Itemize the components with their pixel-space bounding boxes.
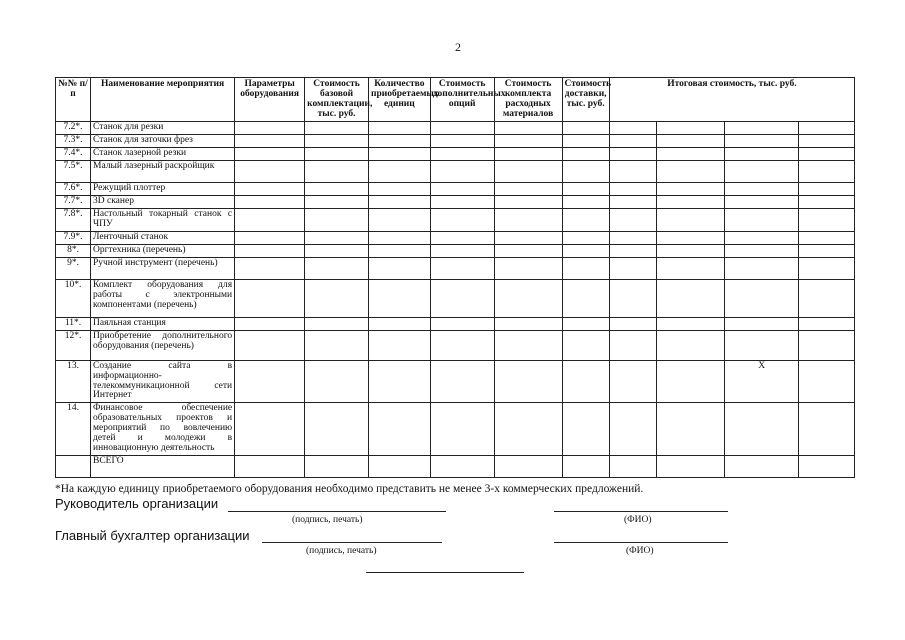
table-cell: [562, 279, 609, 317]
table-cell: [368, 403, 430, 456]
table-cell: [368, 182, 430, 195]
accountant-name-caption: (ФИО): [626, 546, 654, 556]
row-name: Ручной инструмент (перечень): [91, 257, 235, 279]
header-delivery-cost: Стоимость доставки, тыс. руб.: [562, 78, 609, 122]
table-cell: [235, 456, 305, 478]
table-cell: [657, 208, 725, 231]
row-name: Станок для резки: [91, 121, 235, 134]
table-cell: [494, 160, 562, 182]
table-cell: [725, 279, 799, 317]
table-cell: [725, 121, 799, 134]
table-cell: [430, 330, 494, 360]
table-cell: [562, 147, 609, 160]
table-cell: [799, 317, 855, 330]
table-cell: [305, 360, 369, 403]
accountant-signature-line: [262, 542, 442, 543]
table-cell: [494, 317, 562, 330]
table-cell: [657, 195, 725, 208]
table-cell: [657, 231, 725, 244]
table-cell: [235, 160, 305, 182]
table-cell: [235, 134, 305, 147]
table-cell: [799, 244, 855, 257]
table-cell: [494, 330, 562, 360]
table-cell: [430, 456, 494, 478]
table-cell: [368, 330, 430, 360]
table-cell: [235, 330, 305, 360]
row-name: Оргтехника (перечень): [91, 244, 235, 257]
table-cell: [305, 160, 369, 182]
row-number: 14.: [56, 403, 91, 456]
table-cell: [657, 134, 725, 147]
table-cell: [562, 456, 609, 478]
row-number: 13.: [56, 360, 91, 403]
table-cell: [657, 121, 725, 134]
bottom-line: [366, 572, 524, 573]
table-cell: [799, 456, 855, 478]
header-total-cost: Итоговая стоимость, тыс. руб.: [609, 78, 854, 122]
table-cell: [430, 317, 494, 330]
header-quantity: Количество приобретаемых единиц: [368, 78, 430, 122]
footnote: *На каждую единицу приобретаемого оборудования необходимо представить не менее 3-х коммерческих предложений.: [55, 483, 644, 495]
table-cell: [562, 195, 609, 208]
table-cell: [799, 231, 855, 244]
table-cell: [494, 147, 562, 160]
table-cell: [725, 134, 799, 147]
table-cell: [368, 208, 430, 231]
head-name-caption: (ФИО): [624, 515, 652, 525]
table-row: [56, 231, 855, 244]
table-cell: [799, 134, 855, 147]
table-row: [56, 244, 855, 257]
table-cell: [305, 195, 369, 208]
table-cell: [609, 182, 656, 195]
table-cell: [235, 403, 305, 456]
table-row: [56, 195, 855, 208]
table-cell: [609, 257, 656, 279]
table-cell: [799, 147, 855, 160]
row-name: Станок лазерной резки: [91, 147, 235, 160]
table-row: [56, 160, 855, 182]
table-cell: [725, 147, 799, 160]
table-cell: [725, 403, 799, 456]
table-cell: [799, 160, 855, 182]
table-cell: [430, 360, 494, 403]
table-cell: [305, 244, 369, 257]
table-cell: [235, 360, 305, 403]
table-cell: [799, 279, 855, 317]
page-number: 2: [455, 40, 461, 54]
row-name: Создание сайта в информационно-телекоммуникационной сети Интернет: [91, 360, 235, 403]
table-cell: [305, 231, 369, 244]
row-name: Режущий плоттер: [91, 182, 235, 195]
table-cell: [430, 208, 494, 231]
table-cell: [494, 244, 562, 257]
row-name: 3D сканер: [91, 195, 235, 208]
table-cell: [799, 121, 855, 134]
header-materials-cost: Стоимость комплекта расходных материалов: [494, 78, 562, 122]
table-cell: [494, 403, 562, 456]
table-cell: [235, 257, 305, 279]
row-number: 8*.: [56, 244, 91, 257]
table-cell: [799, 360, 855, 403]
table-cell: [494, 456, 562, 478]
table-cell: [657, 244, 725, 257]
table-cell: [430, 195, 494, 208]
table-cell: [725, 456, 799, 478]
budget-table: [55, 77, 855, 478]
row-number: 10*.: [56, 279, 91, 317]
table-cell: [725, 317, 799, 330]
table-cell: [609, 134, 656, 147]
table-cell: [799, 182, 855, 195]
table-cell: [562, 330, 609, 360]
accountant-name-line: [554, 542, 728, 543]
table-cell: [235, 121, 305, 134]
table-cell: [368, 244, 430, 257]
table-cell: [368, 317, 430, 330]
table-cell: [725, 257, 799, 279]
table-cell: [609, 231, 656, 244]
table-cell: [562, 360, 609, 403]
row-number: [56, 456, 91, 478]
row-name: Ленточный станок: [91, 231, 235, 244]
table-cell: [235, 195, 305, 208]
table-cell: [305, 279, 369, 317]
table-cell: [609, 360, 656, 403]
table-cell: [562, 182, 609, 195]
accountant-signature-caption: (подпись, печать): [306, 546, 377, 556]
table-cell: [494, 279, 562, 317]
table-cell: [799, 403, 855, 456]
table-cell: [305, 134, 369, 147]
table-cell: [235, 208, 305, 231]
table-cell: [368, 456, 430, 478]
table-cell: [235, 231, 305, 244]
table-cell: [609, 244, 656, 257]
table-cell: [235, 244, 305, 257]
table-cell: [562, 257, 609, 279]
table-cell: [494, 257, 562, 279]
table-cell: [657, 403, 725, 456]
table-cell: [609, 330, 656, 360]
table-cell: [657, 317, 725, 330]
table-cell: [235, 147, 305, 160]
table-cell: [305, 403, 369, 456]
table-cell: [725, 231, 799, 244]
table-cell: [235, 279, 305, 317]
table-cell: [430, 182, 494, 195]
table-row: [56, 182, 855, 195]
table-cell: [725, 330, 799, 360]
table-cell: [562, 231, 609, 244]
table-cell: [799, 257, 855, 279]
table-cell: [368, 360, 430, 403]
table-cell: [494, 134, 562, 147]
header-base-cost: Стоимость базовой комплектации, тыс. руб.: [305, 78, 369, 122]
table-cell: [494, 195, 562, 208]
table-cell: [657, 456, 725, 478]
row-name: ВСЕГО: [91, 456, 235, 478]
row-name: Финансовое обеспечение образовательных проектов и мероприятий по вовлечению детей и молодежи в инновационную деятельность: [91, 403, 235, 456]
table-cell: [562, 317, 609, 330]
header-num: №№ п/п: [56, 78, 91, 122]
table-cell: [657, 257, 725, 279]
table-cell: [562, 208, 609, 231]
table-cell: [725, 195, 799, 208]
row-name: Станок для заточки фрез: [91, 134, 235, 147]
row-number: 7.9*.: [56, 231, 91, 244]
table-cell: [609, 279, 656, 317]
row-mark: Х: [725, 360, 799, 403]
row-number: 7.8*.: [56, 208, 91, 231]
row-number: 7.5*.: [56, 160, 91, 182]
row-number: 9*.: [56, 257, 91, 279]
table-cell: [609, 456, 656, 478]
table-cell: [430, 160, 494, 182]
table-cell: [430, 231, 494, 244]
table-row: [56, 121, 855, 134]
table-row: [56, 134, 855, 147]
table-cell: [657, 330, 725, 360]
head-signature-label: Руководитель организации: [55, 496, 219, 511]
row-name: Малый лазерный раскройщик: [91, 160, 235, 182]
table-cell: [235, 317, 305, 330]
header-name: Наименование мероприятия: [91, 78, 235, 122]
row-number: 7.6*.: [56, 182, 91, 195]
table-cell: [235, 182, 305, 195]
table-cell: [368, 279, 430, 317]
table-cell: [494, 182, 562, 195]
table-cell: [562, 121, 609, 134]
table-cell: [657, 360, 725, 403]
table-cell: [430, 244, 494, 257]
row-name: Паяльная станция: [91, 317, 235, 330]
row-name: Настольный токарный станок с ЧПУ: [91, 208, 235, 231]
head-signature-caption: (подпись, печать): [292, 515, 363, 525]
table-cell: [799, 208, 855, 231]
table-cell: [368, 147, 430, 160]
head-name-line: [554, 511, 728, 512]
table-cell: [609, 195, 656, 208]
table-header-row: [56, 78, 855, 122]
table-cell: [430, 134, 494, 147]
table-cell: [368, 195, 430, 208]
table-cell: [562, 244, 609, 257]
row-name: Приобретение дополнительного оборудования (перечень): [91, 330, 235, 360]
table-cell: [609, 147, 656, 160]
table-cell: [430, 257, 494, 279]
table-cell: [609, 317, 656, 330]
table-cell: [430, 403, 494, 456]
table-cell: [725, 208, 799, 231]
table-cell: [562, 160, 609, 182]
table-cell: [430, 147, 494, 160]
table-cell: [725, 244, 799, 257]
row-number: 12*.: [56, 330, 91, 360]
table-cell: [609, 403, 656, 456]
table-cell: [725, 182, 799, 195]
table-cell: [494, 360, 562, 403]
table-cell: [430, 279, 494, 317]
table-cell: [305, 208, 369, 231]
table-cell: [305, 456, 369, 478]
table-row: [56, 330, 855, 360]
table-cell: [305, 182, 369, 195]
table-cell: [305, 147, 369, 160]
table-row: [56, 279, 855, 317]
table-cell: [609, 160, 656, 182]
table-cell: [562, 134, 609, 147]
table-row: [56, 403, 855, 456]
header-options-cost: Стоимость дополнительных опций: [430, 78, 494, 122]
table-cell: [368, 160, 430, 182]
table-cell: [368, 121, 430, 134]
table-cell: [562, 403, 609, 456]
table-cell: [494, 208, 562, 231]
header-params: Параметры оборудования: [235, 78, 305, 122]
row-number: 11*.: [56, 317, 91, 330]
table-cell: [368, 257, 430, 279]
table-cell: [305, 121, 369, 134]
table-row: [56, 257, 855, 279]
table-cell: [305, 257, 369, 279]
table-cell: [725, 160, 799, 182]
table-cell: [657, 182, 725, 195]
table-cell: [305, 330, 369, 360]
table-cell: [657, 160, 725, 182]
table-cell: [368, 134, 430, 147]
table-row: [56, 147, 855, 160]
table-cell: [657, 147, 725, 160]
head-signature-line: [228, 511, 446, 512]
table-cell: [799, 330, 855, 360]
row-number: 7.2*.: [56, 121, 91, 134]
table-row: [56, 360, 855, 403]
row-number: 7.4*.: [56, 147, 91, 160]
row-number: 7.7*.: [56, 195, 91, 208]
table-cell: [368, 231, 430, 244]
table-cell: [609, 208, 656, 231]
table-cell: [657, 279, 725, 317]
table-cell: [305, 317, 369, 330]
table-row: [56, 456, 855, 478]
table-cell: [430, 121, 494, 134]
row-name: Комплект оборудования для работы с электронными компонентами (перечень): [91, 279, 235, 317]
table-cell: [609, 121, 656, 134]
table-row: [56, 317, 855, 330]
accountant-signature-label: Главный бухгалтер организации: [55, 528, 250, 543]
table-row: [56, 208, 855, 231]
table-cell: [494, 121, 562, 134]
row-number: 7.3*.: [56, 134, 91, 147]
table-cell: [494, 231, 562, 244]
table-cell: [799, 195, 855, 208]
